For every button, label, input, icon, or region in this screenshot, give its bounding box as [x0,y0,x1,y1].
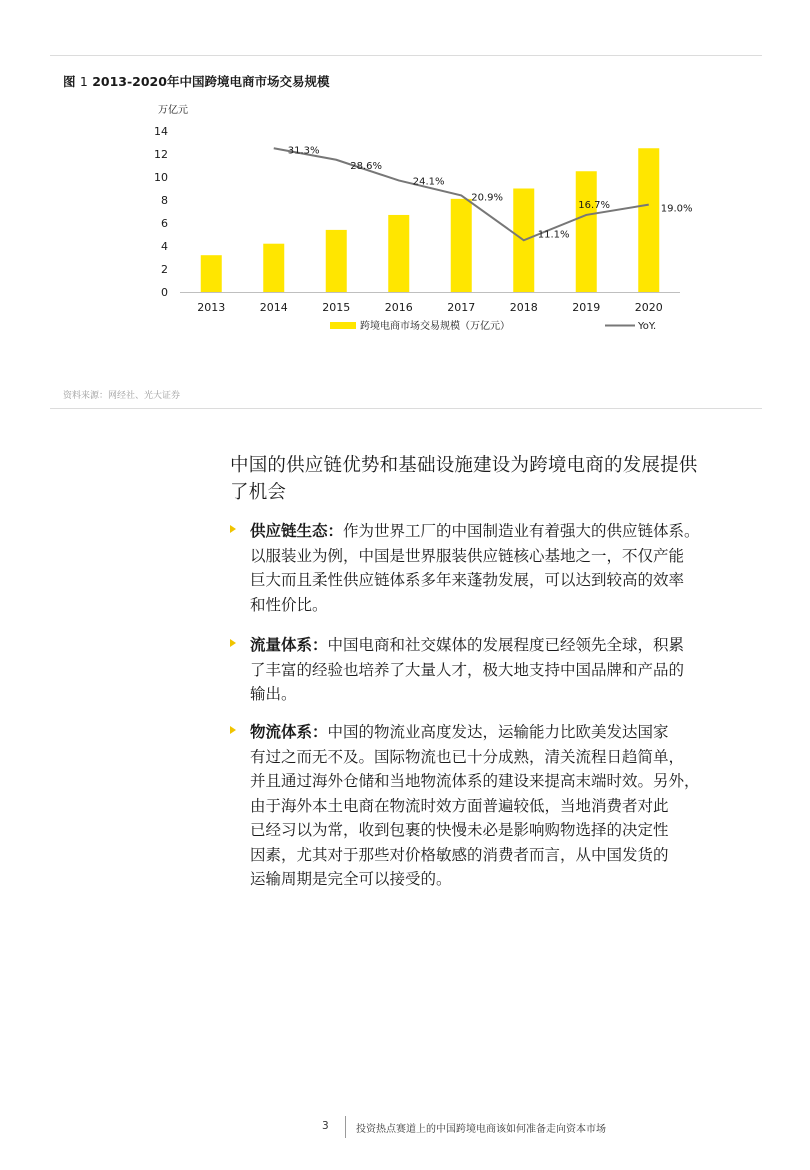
bullet-head: 供应链生态： [250,522,344,540]
yoy-data-label: 24.1% [412,176,445,188]
footer-title: 投资热点赛道上的中国跨境电商该如何准备走向资本市场 [356,1124,606,1135]
bullet-text [250,633,775,707]
bullet-line: 中国电商和社交媒体的发展程度已经领先全球，积累 [327,636,685,654]
bullet-text [250,720,775,892]
bullet-line: 已经习以为常，收到包裹的快慢未必是影响购物选择的决定性 [250,821,669,839]
bullet-text [250,519,775,617]
x-tick-label: 2014 [259,301,288,314]
bar-2020 [638,148,659,292]
bullet-head: 物流体系： [250,723,328,741]
middle-rule [50,408,762,409]
bullet-arrow-icon [230,525,236,533]
y-tick-label: 6 [161,217,168,230]
bullet-arrow-icon [230,639,236,647]
bar-2015 [326,230,347,292]
market-size-chart [0,95,810,345]
yoy-data-label: 31.3% [287,145,320,157]
source-note: 资料来源：网经社、光大证券 [63,391,181,401]
bar-2013 [201,255,222,292]
y-tick-label: 8 [161,194,168,207]
bullet-arrow-icon [230,726,236,734]
y-tick-label: 0 [161,286,168,299]
yoy-data-label: 20.9% [471,192,504,204]
top-rule [50,55,762,56]
bullet-head: 流量体系： [250,636,328,654]
legend-line-label: YoY. [638,321,657,332]
bullet-line: 了丰富的经验也培养了大量人才，极大地支持中国品牌和产品的 [250,660,685,679]
bullet-line: 输出。 [250,685,297,703]
y-tick-label: 14 [154,125,168,138]
y-tick-label: 2 [161,263,168,276]
footer-separator [345,1116,346,1138]
bullet-line: 巨大而且柔性供应链体系多年来蓬勃发展，可以达到较高的效率 [250,571,685,589]
y-axis-unit-label: 万亿元 [158,105,188,116]
bullet-line: 以服装业为例，中国是世界服装供应链核心基地之一，不仅产能 [250,546,685,565]
bar-2014 [263,244,284,292]
x-tick-label: 2019 [572,301,601,314]
bullet-line: 和性价比。 [250,595,328,614]
figure-title-text: 2013-2020年中国跨境电商市场交易规模 [92,74,330,89]
yoy-data-label: 19.0% [660,203,693,215]
bar-2016 [388,215,409,292]
bullet-line: 由于海外本土电商在物流时效方面普遍较低，当地消费者对此 [250,796,669,815]
page-number: 3 [322,1120,329,1132]
bar-2017 [451,199,472,292]
section-title [230,452,770,506]
bullet-supply-chain [230,519,775,617]
section-title-line-1: 中国的供应链优势和基础设施建设为跨境电商的发展提供 [230,455,698,476]
bullet-line: 运输周期是完全可以接受的。 [250,870,452,888]
figure-number: 1 [79,74,88,89]
yoy-data-label: 11.1% [537,229,570,241]
x-tick-label: 2020 [634,301,663,314]
x-tick-label: 2015 [322,301,351,314]
legend-bar-label: 跨境电商市场交易规模（万亿元） [360,321,510,332]
bullet-line: 因素，尤其对于那些对价格敏感的消费者而言，从中国发货的 [250,845,669,864]
bullet-line: 并且通过海外仓储和当地物流体系的建设来提高末端时效。另外， [250,772,700,790]
yoy-data-label: 28.6% [350,160,383,172]
yoy-data-label: 16.7% [578,199,611,211]
page-footer [0,1116,810,1140]
bullet-line: 有过之而无不及。国际物流也已十分成熟，清关流程日趋简单， [250,747,685,766]
bullet-logistics [230,720,775,892]
x-tick-label: 2016 [384,301,413,314]
x-tick-label: 2013 [197,301,226,314]
bullet-line: 中国的物流业高度发达，运输能力比欧美发达国家 [327,723,669,741]
figure-label: 图 [63,74,76,89]
bullet-traffic [230,633,775,707]
x-tick-label: 2017 [447,301,476,314]
y-tick-label: 10 [154,171,168,184]
bar-2019 [576,171,597,292]
y-tick-label: 4 [161,240,168,253]
x-tick-label: 2018 [509,301,538,314]
section-title-line-2: 了机会 [230,482,287,503]
legend-bar-swatch [330,322,356,329]
figure-title [63,72,329,90]
bullet-line: 作为世界工厂的中国制造业有着强大的供应链体系。 [343,522,700,540]
y-tick-label: 12 [154,148,168,161]
